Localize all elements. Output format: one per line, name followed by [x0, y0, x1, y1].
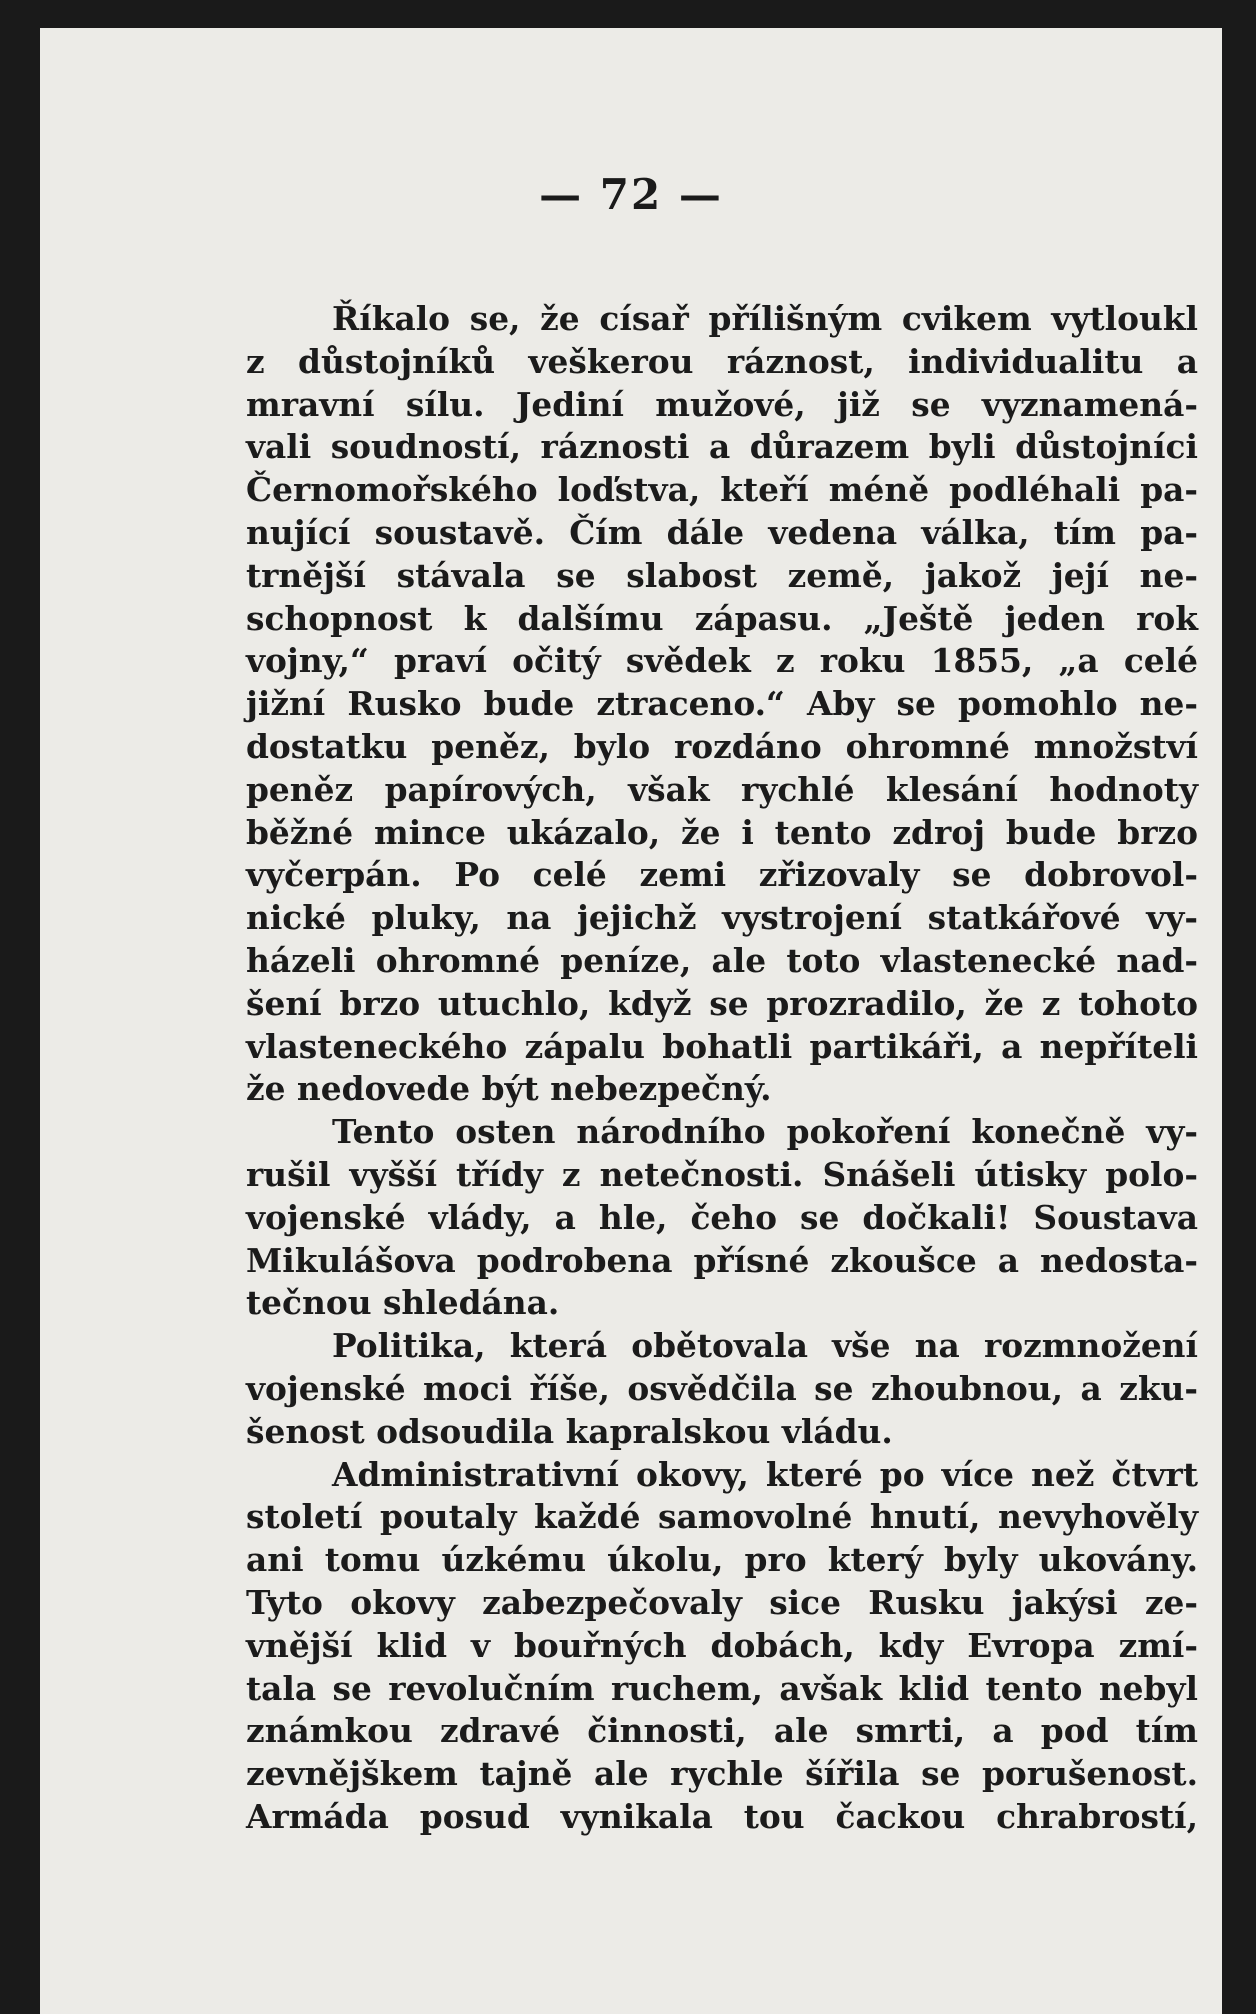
text-line: házeli ohromné peníze, ale toto vlastenecké nad- [246, 940, 1198, 980]
text-line: Tento osten národního pokoření konečně vy- [332, 1112, 1198, 1152]
text-line: jižní Rusko bude ztraceno.“ Aby se pomohlo ne- [246, 684, 1198, 724]
text-line: šení brzo utuchlo, když se prozradilo, že z tohoto [246, 983, 1198, 1023]
text-line: zevnějškem tajně ale rychle šířila se porušenost. [246, 1754, 1198, 1794]
text-line: běžné mince ukázalo, že i tento zdroj bude brzo [246, 812, 1198, 852]
text-line: století poutaly každé samovolné hnutí, nevyhověly [246, 1497, 1198, 1537]
text-line: nické pluky, na jejichž vystrojení statkářové vy- [246, 898, 1198, 938]
text-line: známkou zdravé činnosti, ale smrti, a pod tím [246, 1711, 1198, 1751]
text-line: Politika, která obětovala vše na rozmnožení [332, 1326, 1198, 1366]
text-line: vojenské vlády, a hle, čeho se dočkali! Soustava [246, 1197, 1198, 1237]
text-line: Říkalo se, že císař přílišným cvikem vytloukl [332, 299, 1198, 338]
text-line: vojenské moci říše, osvědčila se zhoubnou, a zku- [246, 1368, 1198, 1408]
text-line: vlasteneckého zápalu bohatli partikáři, a nepříteli [246, 1026, 1198, 1066]
text-line: šenost odsoudila kapralskou vládu. [246, 1411, 893, 1451]
paragraph [246, 1111, 1198, 1325]
text-line: Administrativní okovy, které po více než čtvrt [332, 1454, 1198, 1494]
text-line: Armáda posud vynikala tou čackou chrabrostí, [246, 1796, 1198, 1836]
text-line: tala se revolučním ruchem, avšak klid tento nebyl [246, 1668, 1198, 1708]
text-line: ani tomu úzkému úkolu, pro který byly ukovány. [246, 1540, 1198, 1580]
paragraph [246, 298, 1198, 1111]
text-line: rušil vyšší třídy z netečnosti. Snášeli útisky polo- [246, 1154, 1198, 1194]
text-line: z důstojníků veškerou ráznost, individualitu a [246, 341, 1198, 381]
body-text [246, 298, 1198, 1839]
text-line: nující soustavě. Čím dále vedena válka, tím pa- [246, 512, 1198, 552]
text-line: peněz papírových, však rychlé klesání hodnoty [246, 769, 1198, 809]
book-page [40, 28, 1222, 2014]
paragraph [246, 1454, 1198, 1839]
text-line: mravní sílu. Jediní mužové, již se vyznamená- [246, 384, 1198, 424]
text-line: vali soudností, ráznosti a důrazem byli důstojníci [246, 427, 1198, 467]
text-line: vojny,“ praví očitý svědek z roku 1855, „a celé [246, 641, 1198, 681]
paragraph [246, 1325, 1198, 1453]
text-line: trnější stávala se slabost země, jakož její ne- [246, 555, 1198, 595]
text-line: tečnou shledána. [246, 1283, 560, 1323]
page-number: — 72 — [539, 170, 723, 219]
text-line: schopnost k dalšímu zápasu. „Ještě jeden rok [246, 598, 1198, 638]
text-line: vyčerpán. Po celé zemi zřizovaly se dobrovol- [246, 855, 1198, 895]
text-line: Tyto okovy zabezpečovaly sice Rusku jakýsi ze- [246, 1582, 1198, 1622]
text-line: Černomořského loďstva, kteří méně podléhali pa- [246, 470, 1198, 510]
text-line: dostatku peněz, bylo rozdáno ohromné množství [246, 726, 1198, 766]
text-line: Mikulášova podrobena přísné zkoušce a nedosta- [246, 1240, 1198, 1280]
text-line: vnější klid v bouřných dobách, kdy Evropa zmí- [246, 1625, 1198, 1665]
text-line: že nedovede být nebezpečný. [246, 1069, 772, 1109]
